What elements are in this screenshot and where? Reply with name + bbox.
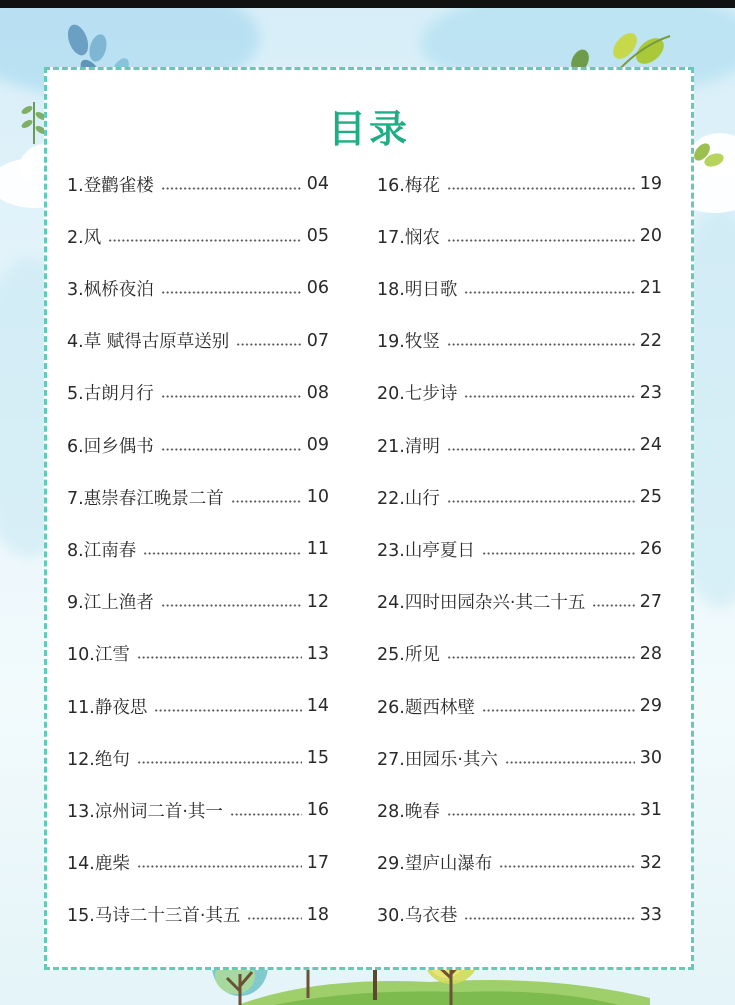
toc-entry-page: 24: [639, 435, 662, 455]
toc-entry-page: 04: [306, 174, 329, 194]
dot-leader: [447, 187, 635, 190]
toc-entry[interactable]: [377, 326, 662, 356]
toc-entry[interactable]: [377, 743, 662, 773]
toc-entry-page: 21: [639, 278, 662, 299]
dot-leader: [505, 761, 635, 764]
dot-leader: [236, 343, 301, 346]
toc-entry[interactable]: [377, 587, 662, 617]
toc-entry-title: 16.梅花: [377, 175, 440, 196]
toc-entry-title: 14.鹿柴: [67, 854, 130, 875]
top-bar: [0, 0, 735, 8]
toc-entry-title: 10.江雪: [67, 645, 130, 666]
toc-entry-page: 31: [639, 800, 662, 821]
dot-leader: [143, 552, 302, 555]
toc-entry-page: 12: [306, 591, 329, 612]
toc-entry[interactable]: [67, 691, 329, 721]
toc-entry-page: 16: [306, 800, 329, 821]
toc-entry[interactable]: [67, 273, 329, 303]
toc-entry-page: 23: [639, 382, 662, 403]
toc-entry-page: 07: [306, 330, 329, 351]
dot-leader: [482, 552, 635, 555]
toc-entry[interactable]: [67, 430, 329, 460]
toc-entry[interactable]: [67, 221, 329, 251]
toc-entry-page: 28: [639, 643, 662, 664]
dot-leader: [230, 813, 302, 816]
toc-entry-title: 4.草 赋得古原草送别: [67, 332, 230, 353]
dot-leader: [137, 865, 302, 868]
dot-leader: [592, 604, 634, 607]
toc-entry-title: 20.七步诗: [377, 384, 458, 405]
toc-entry-page: 20: [639, 226, 662, 247]
toc-entry[interactable]: [67, 848, 329, 878]
toc-entry-page: 25: [639, 487, 662, 508]
dot-leader: [464, 291, 634, 294]
toc-entry[interactable]: [67, 900, 329, 930]
page-title: 目录: [327, 107, 410, 151]
toc-entry-page: 05: [306, 226, 329, 247]
toc-entry-title: 23.山亭夏日: [377, 540, 475, 561]
toc-entry-title: 15.马诗二十三首·其五: [67, 906, 241, 927]
dot-leader: [499, 865, 634, 868]
toc-entry-page: 22: [639, 330, 662, 351]
toc-entry[interactable]: [377, 273, 662, 303]
toc-entry[interactable]: [67, 378, 329, 408]
toc-entry[interactable]: [377, 169, 662, 199]
dot-leader: [161, 187, 302, 190]
toc-entry[interactable]: [377, 795, 662, 825]
toc-entry-title: 27.田园乐·其六: [377, 749, 498, 770]
toc-entry-page: 29: [639, 696, 662, 716]
toc-entry[interactable]: [377, 482, 662, 512]
toc-entry-title: 13.凉州词二首·其一: [67, 801, 223, 822]
dot-leader: [447, 500, 635, 503]
dot-leader: [161, 448, 302, 451]
toc-entry[interactable]: [377, 534, 662, 564]
toc-entry-title: 28.晚春: [377, 801, 440, 822]
toc-entry[interactable]: [377, 378, 662, 408]
toc-entry[interactable]: [67, 743, 329, 773]
toc-entry-title: 8.江南春: [67, 540, 137, 561]
toc-entry-page: 30: [639, 748, 662, 769]
toc-entry-title: 5.古朗月行: [67, 384, 154, 405]
toc-entry[interactable]: [67, 795, 329, 825]
dot-leader: [482, 709, 635, 712]
toc-entry-title: 9.江上渔者: [67, 593, 154, 614]
toc-entry-page: 17: [306, 852, 329, 873]
toc-entry-page: 14: [306, 696, 329, 716]
toc-entry-page: 32: [639, 852, 662, 873]
dot-leader: [161, 395, 302, 398]
leaf-sprig-right: [688, 138, 728, 178]
toc-entry-page: 26: [639, 539, 662, 560]
toc-entry-title: 22.山行: [377, 488, 440, 509]
toc-entry[interactable]: [67, 587, 329, 617]
toc-entry[interactable]: [377, 691, 662, 721]
toc-entry-title: 12.绝句: [67, 749, 130, 770]
dot-leader: [447, 343, 635, 346]
toc-entry-page: 08: [306, 382, 329, 403]
toc-entry[interactable]: [377, 900, 662, 930]
toc-entry[interactable]: [67, 326, 329, 356]
toc-entry[interactable]: [377, 639, 662, 669]
toc-entry-title: 6.回乡偶书: [67, 436, 154, 457]
toc-entry[interactable]: [377, 221, 662, 251]
toc-entry-title: 29.望庐山瀑布: [377, 854, 493, 875]
toc-entry-page: 10: [306, 487, 329, 508]
toc-entry[interactable]: [67, 169, 329, 199]
toc-panel: [44, 67, 694, 970]
toc-entry[interactable]: [67, 534, 329, 564]
toc-entry-title: 3.枫桥夜泊: [67, 279, 154, 300]
toc-entry-page: 27: [639, 591, 662, 612]
toc-entry-title: 25.所见: [377, 645, 440, 666]
toc-entry[interactable]: [67, 482, 329, 512]
toc-entry-page: 13: [306, 643, 329, 664]
dot-leader: [447, 656, 635, 659]
dot-leader: [161, 291, 302, 294]
toc-entry-title: 24.四时田园杂兴·其二十五: [377, 593, 586, 614]
toc-entry-title: 2.风: [67, 227, 102, 248]
toc-entry[interactable]: [67, 639, 329, 669]
toc-entry-page: 19: [639, 174, 662, 194]
dot-leader: [161, 604, 302, 607]
dot-leader: [137, 656, 302, 659]
dot-leader: [154, 709, 301, 712]
toc-entry-title: 11.静夜思: [67, 697, 148, 718]
dot-leader: [231, 500, 302, 503]
toc-entry-title: 19.牧竖: [377, 332, 440, 353]
toc-entry-page: 18: [306, 904, 329, 925]
dot-leader: [247, 917, 301, 920]
dot-leader: [464, 917, 634, 920]
toc-entry-title: 18.明日歌: [377, 279, 458, 300]
toc-entry-page: 09: [306, 435, 329, 455]
toc-entry-title: 21.清明: [377, 436, 440, 457]
toc-entry-title: 30.乌衣巷: [377, 906, 458, 927]
dot-leader: [447, 239, 635, 242]
dot-leader: [108, 239, 302, 242]
toc-entry[interactable]: [377, 848, 662, 878]
toc-entry[interactable]: [377, 430, 662, 460]
dot-leader: [137, 761, 302, 764]
dot-leader: [464, 395, 634, 398]
toc-entry-title: 26.题西林壁: [377, 697, 475, 718]
dot-leader: [447, 813, 635, 816]
dot-leader: [447, 448, 635, 451]
toc-entry-page: 15: [306, 748, 329, 769]
toc-entry-title: 1.登鹳雀楼: [67, 175, 154, 196]
toc-entry-page: 11: [306, 539, 329, 560]
toc-entry-page: 06: [306, 278, 329, 299]
toc-entry-page: 33: [639, 904, 662, 925]
toc-entry-title: 7.惠崇春江晚景二首: [67, 488, 224, 509]
toc-entry-title: 17.悯农: [377, 227, 440, 248]
